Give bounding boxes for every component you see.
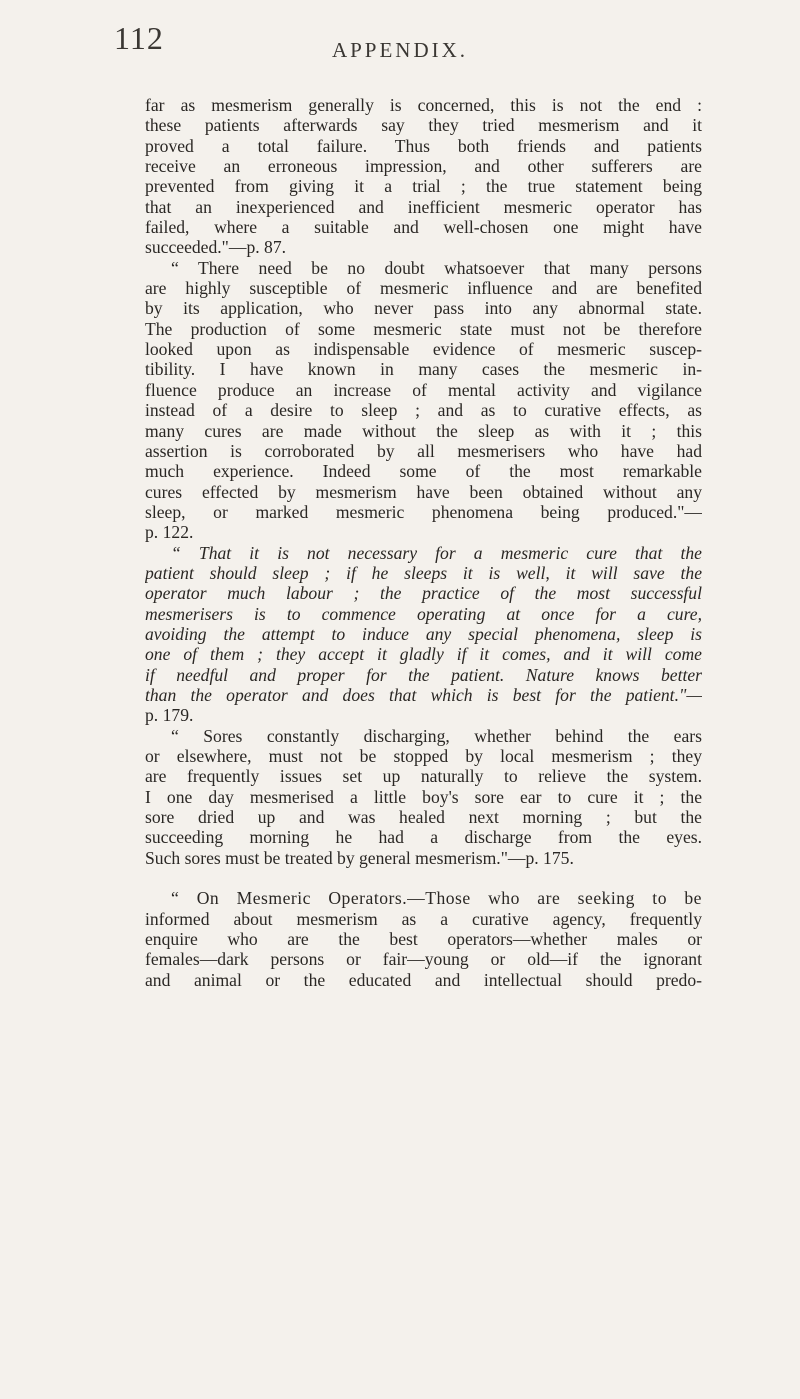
text-line: are frequently issues set up naturally to relieve the system. [145,766,702,787]
text-line: if needful and proper for the patient. Nature knows better [145,664,702,685]
text-line [145,868,702,888]
text-line: one of them ; they accept it gladly if it comes, and it will come [145,644,702,665]
text-line: mesmerisers is to commence operating at once for a cure, [145,603,702,624]
text-line: p. 122. [145,522,194,543]
body-text [145,95,702,990]
text-line: succeeded."—p. 87. [145,237,287,258]
text-line: “ That it is not necessary for a mesmeric cure that the [171,542,702,563]
text-line: sleep, or marked mesmeric phenomena being produced."— [145,501,702,522]
text-line: “ There need be no doubt whatsoever that many persons [171,257,702,278]
text-line: I one day mesmerised a little boy's sore ear to cure it ; the [145,786,702,807]
text-line: these patients afterwards say they tried mesmerism and it [145,115,702,136]
text-line: assertion is corroborated by all mesmerisers who have had [145,440,702,461]
text-line: than the operator and does that which is best for the patient."— [145,684,702,705]
text-line: much experience. Indeed some of the most remarkable [145,461,702,482]
text-line: “ Sores constantly discharging, whether behind the ears [171,725,702,746]
text-line: fluence produce an increase of mental activity and vigilance [145,379,702,400]
text-line: many cures are made without the sleep as with it ; this [145,420,702,441]
text-line: receive an erroneous impression, and other sufferers are [145,156,702,177]
text-line: informed about mesmerism as a curative agency, frequently [145,908,702,929]
text-line: instead of a desire to sleep ; and as to curative effects, as [145,400,702,421]
text-line: are highly susceptible of mesmeric influence and are benefited [145,278,702,299]
text-line: “ On Mesmeric Operators.—Those who are seeking to be [171,888,702,909]
text-line: that an inexperienced and inefficient mesmeric operator has [145,196,702,217]
page-number: 112 [114,20,164,56]
text-line: proved a total failure. Thus both friends and patients [145,135,702,156]
text-line: prevented from giving it a trial ; the true statement being [145,176,702,197]
text-line: operator much labour ; the practice of the most successful [145,583,702,604]
text-line: The production of some mesmeric state must not be therefore [145,318,702,339]
text-line: or elsewhere, must not be stopped by local mesmerism ; they [145,746,702,766]
text-line: tibility. I have known in many cases the mesmeric in- [145,359,702,380]
text-line: females—dark persons or fair—young or old—if the ignorant [145,949,702,970]
text-line: Such sores must be treated by general mesmerism."—p. 175. [145,847,574,868]
text-line: avoiding the attempt to induce any special phenomena, sleep is [145,623,702,644]
text-line: far as mesmerism generally is concerned, this is not the end : [145,95,702,115]
text-line: succeeding morning he had a discharge from the eyes. [145,827,702,848]
text-line: looked upon as indispensable evidence of mesmeric suscep- [145,339,702,360]
text-line: by its application, who never pass into any abnormal state. [145,298,702,319]
text-line: failed, where a suitable and well-chosen one might have [145,217,702,238]
text-line: cures effected by mesmerism have been obtained without any [145,481,702,502]
text-line: p. 179. [145,705,194,726]
running-title: APPENDIX. [331,38,469,62]
text-line: enquire who are the best operators—whether males or [145,929,702,950]
text-line: sore dried up and was healed next morning ; but the [145,807,702,828]
text-line: and animal or the educated and intellectual should predo- [145,969,702,990]
text-line: patient should sleep ; if he sleeps it is well, it will save the [145,562,702,583]
